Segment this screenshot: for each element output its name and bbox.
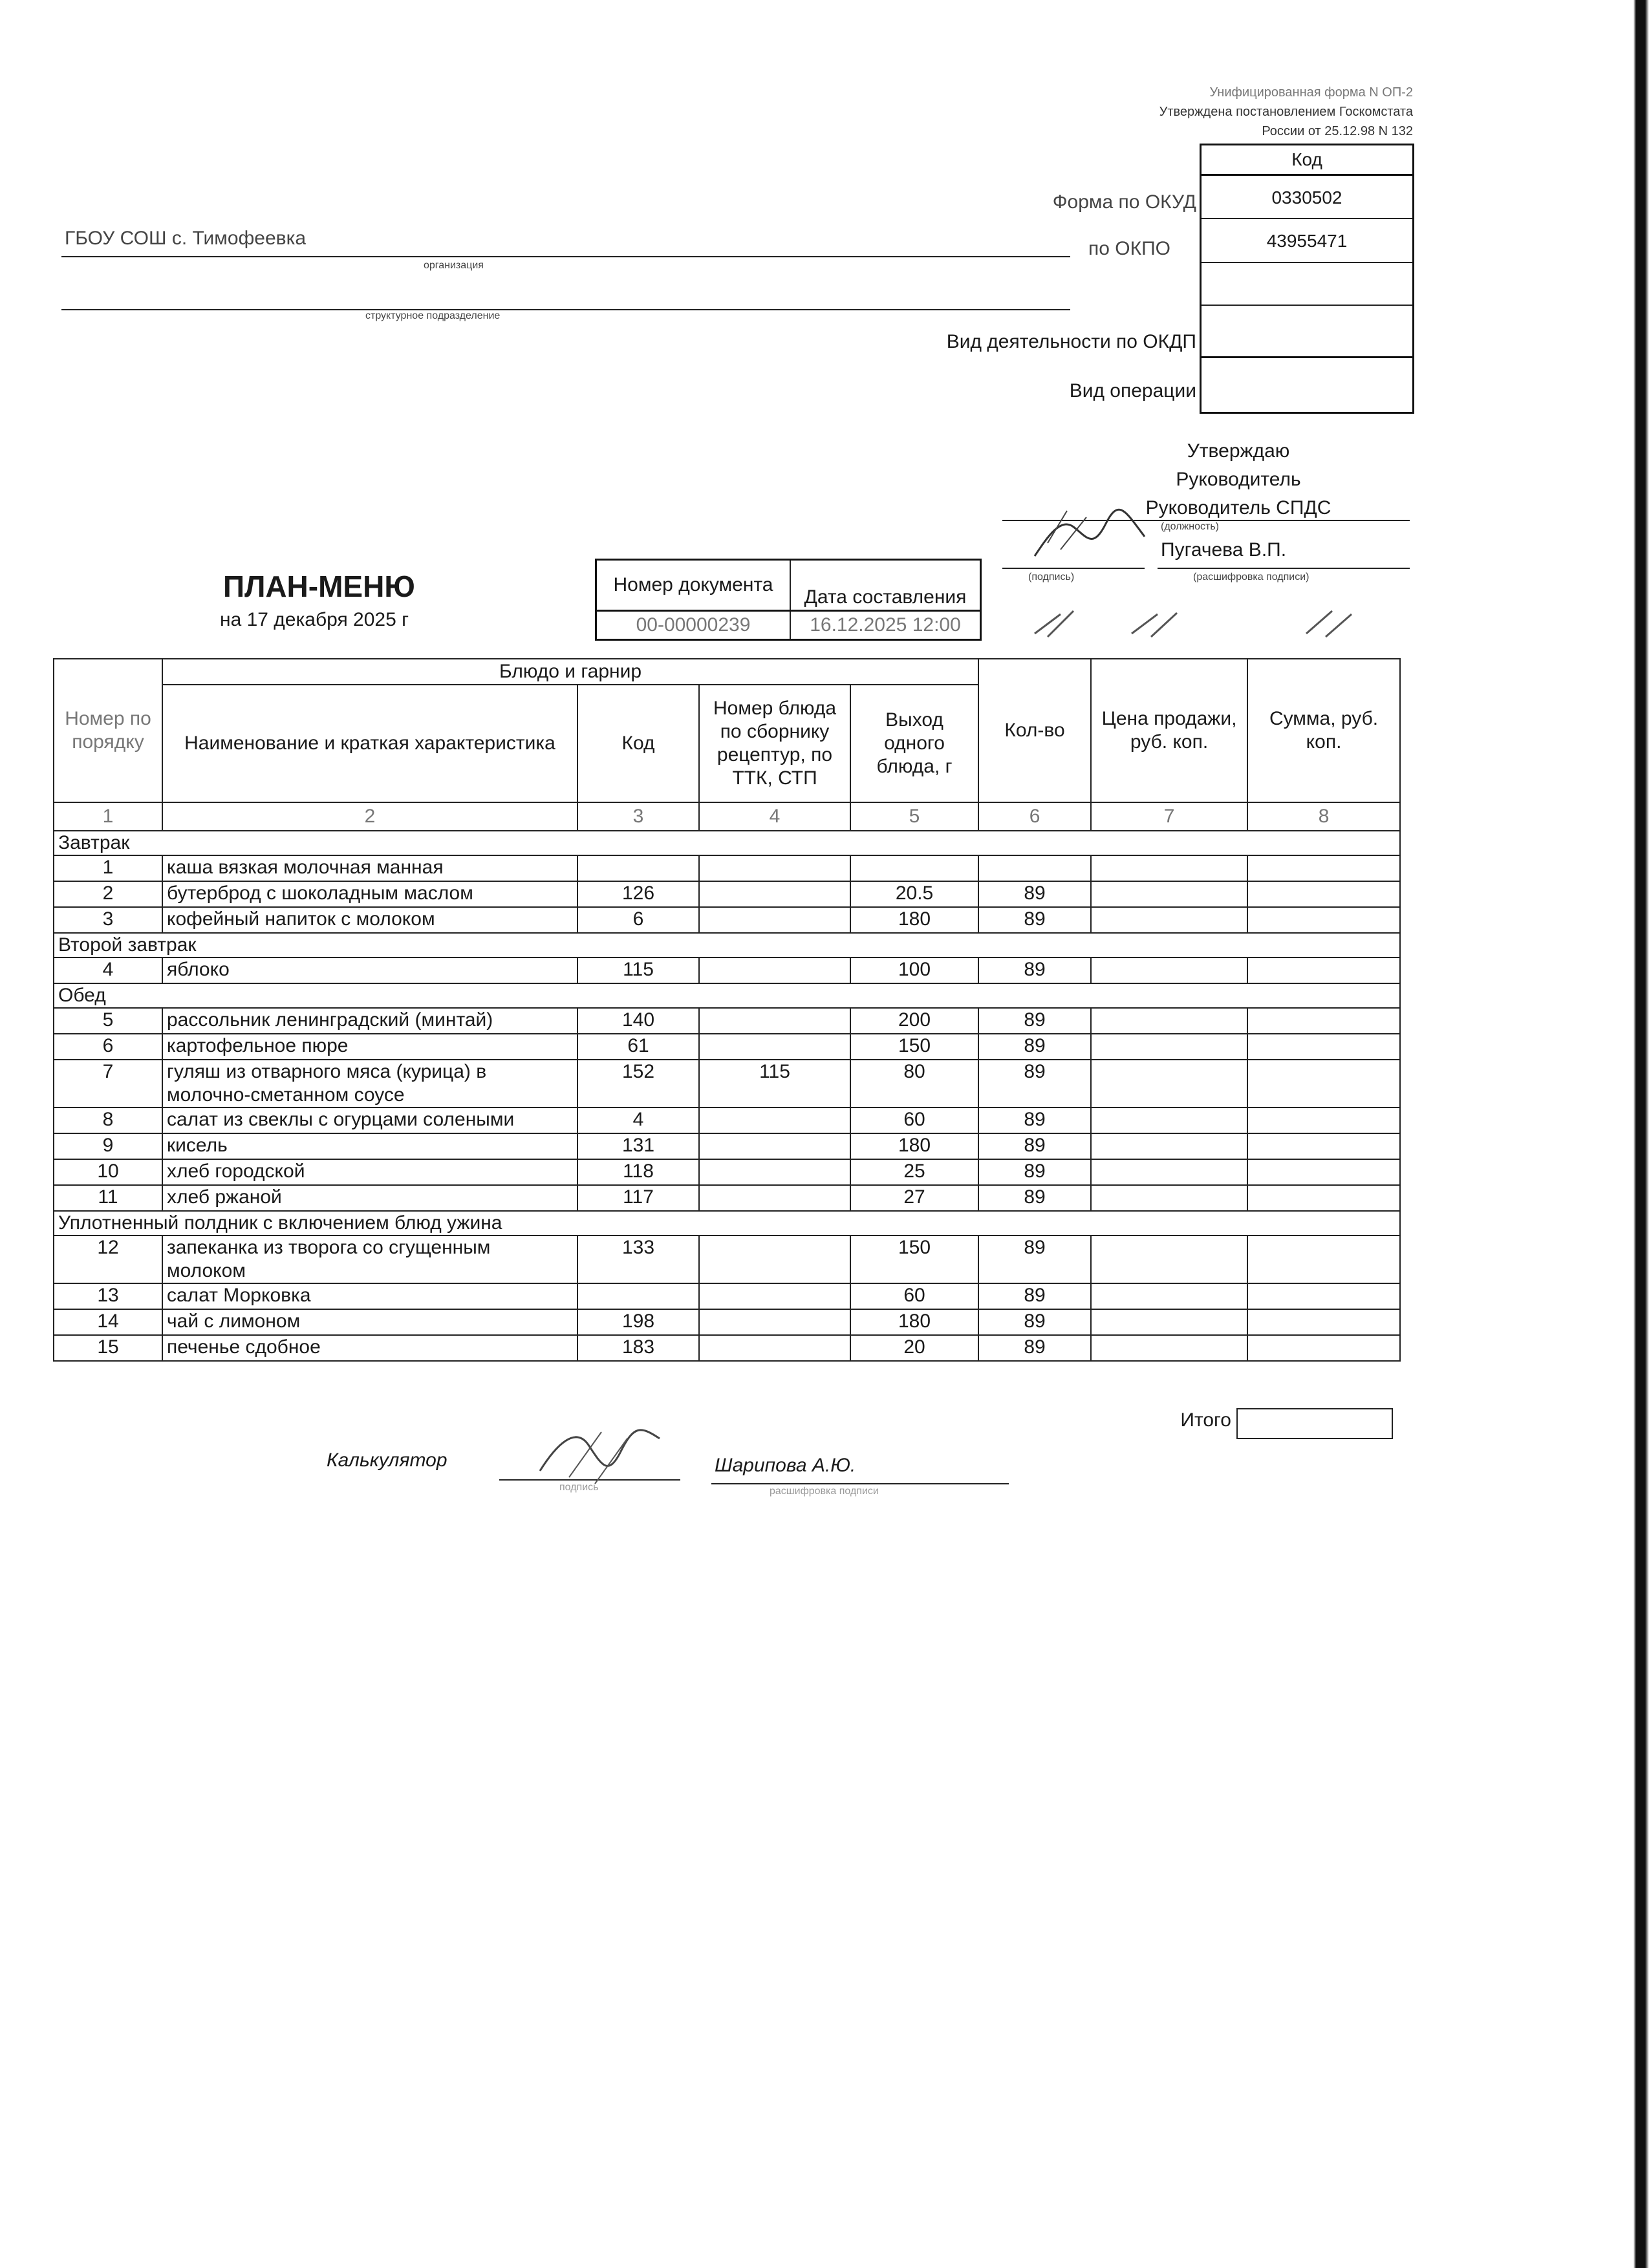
document-number: 00-00000239 xyxy=(596,611,791,640)
position-caption: (должность) xyxy=(1161,521,1219,532)
form-header-line2: Утверждена постановлением Госкомстата xyxy=(1159,105,1413,119)
dish-qty: 89 xyxy=(978,881,1091,907)
okud-value-cell xyxy=(1202,174,1412,218)
okdp-value-cell xyxy=(1202,305,1412,356)
page-title: ПЛАН-МЕНЮ xyxy=(223,570,415,603)
okud-value: 0330502 xyxy=(1271,187,1342,208)
header-group-row xyxy=(54,659,1400,685)
okdp-label: Вид деятельности по ОКДП xyxy=(946,331,1196,352)
dish-name: салат из свеклы с огурцами солеными xyxy=(162,1107,577,1133)
dish-name: каша вязкая молочная манная xyxy=(162,855,577,881)
dish-yield: 200 xyxy=(850,1008,978,1034)
sum-cell xyxy=(1247,1133,1400,1159)
dish-name: салат Морковка xyxy=(162,1283,577,1309)
dish-qty: 89 xyxy=(978,1008,1091,1034)
dish-code: 183 xyxy=(577,1335,699,1361)
section-row xyxy=(54,831,1400,855)
dish-code: 61 xyxy=(577,1034,699,1060)
row-number: 15 xyxy=(54,1335,162,1361)
calculator-name-line xyxy=(711,1483,1009,1484)
row-number: 14 xyxy=(54,1309,162,1335)
price-cell xyxy=(1091,907,1247,933)
menu-table xyxy=(53,658,1401,1362)
document-date-header: Дата составления xyxy=(790,560,981,611)
dish-code: 126 xyxy=(577,881,699,907)
okpo-value: 43955471 xyxy=(1266,231,1348,251)
col-number-3: 3 xyxy=(577,802,699,831)
dish-code: 131 xyxy=(577,1133,699,1159)
table-row xyxy=(54,1008,1400,1034)
header-sum: Сумма, руб. коп. xyxy=(1247,659,1400,802)
recipe-number xyxy=(699,1034,850,1060)
approval-position: Руководитель СПДС xyxy=(1145,497,1331,519)
price-cell xyxy=(1091,1335,1247,1361)
dish-code xyxy=(577,1283,699,1309)
price-cell xyxy=(1091,1236,1247,1283)
sum-cell xyxy=(1247,1060,1400,1107)
organization-caption: организация xyxy=(424,260,484,271)
col-number-1: 1 xyxy=(54,802,162,831)
stamp-marks xyxy=(1022,601,1384,647)
recipe-number xyxy=(699,1335,850,1361)
header-code: Код xyxy=(577,685,699,802)
table-row xyxy=(54,1236,1400,1283)
dish-name: яблоко xyxy=(162,957,577,983)
table-row xyxy=(54,957,1400,983)
approver-signature-caption: (подпись) xyxy=(1028,572,1075,583)
recipe-number xyxy=(699,1159,850,1185)
price-cell xyxy=(1091,1309,1247,1335)
calculator-signature xyxy=(530,1419,673,1490)
sum-cell xyxy=(1247,1335,1400,1361)
total-label: Итого xyxy=(1180,1409,1231,1431)
operation-label: Вид операции xyxy=(1069,380,1196,401)
dish-name: рассольник ленинградский (минтай) xyxy=(162,1008,577,1034)
table-row xyxy=(54,1159,1400,1185)
recipe-number xyxy=(699,1309,850,1335)
menu-date: на 17 декабря 2025 г xyxy=(220,609,409,630)
price-cell xyxy=(1091,1008,1247,1034)
row-number: 11 xyxy=(54,1185,162,1211)
dish-qty: 89 xyxy=(978,1034,1091,1060)
price-cell xyxy=(1091,957,1247,983)
dish-qty: 89 xyxy=(978,1060,1091,1107)
organization-name: ГБОУ СОШ с. Тимофеевка xyxy=(65,228,307,249)
table-row xyxy=(54,1034,1400,1060)
approver-name-line xyxy=(1158,568,1410,569)
dish-qty: 89 xyxy=(978,1185,1091,1211)
dish-name: кисель xyxy=(162,1133,577,1159)
division-caption: структурное подразделение xyxy=(365,310,501,321)
sum-cell xyxy=(1247,1034,1400,1060)
recipe-number xyxy=(699,881,850,907)
dish-yield: 180 xyxy=(850,1133,978,1159)
section-row xyxy=(54,983,1400,1008)
dish-yield: 20 xyxy=(850,1335,978,1361)
calculator-role: Калькулятор xyxy=(327,1450,447,1471)
calculator-signature-caption: подпись xyxy=(559,1482,599,1493)
section-title: Завтрак xyxy=(54,831,1400,855)
recipe-number xyxy=(699,1133,850,1159)
division-line xyxy=(61,309,1070,310)
section-title: Уплотненный полдник с включением блюд ужина xyxy=(54,1211,1400,1236)
menu-table-body xyxy=(54,659,1400,1361)
header-qty: Кол-во xyxy=(978,659,1091,802)
scan-edge xyxy=(1631,0,1649,2268)
table-row xyxy=(54,881,1400,907)
header-name: Наименование и краткая характеристика xyxy=(162,685,577,802)
dish-code: 115 xyxy=(577,957,699,983)
dish-yield: 60 xyxy=(850,1107,978,1133)
approver-signature xyxy=(1022,498,1151,569)
document-number-header: Номер документа xyxy=(596,560,791,611)
dish-name: хлеб городской xyxy=(162,1159,577,1185)
sum-cell xyxy=(1247,1309,1400,1335)
operation-value-cell xyxy=(1202,356,1412,412)
dish-yield: 180 xyxy=(850,1309,978,1335)
recipe-number xyxy=(699,957,850,983)
col-number-8: 8 xyxy=(1247,802,1400,831)
form-header xyxy=(1009,83,1413,141)
code-header: Код xyxy=(1291,149,1322,169)
dish-yield: 100 xyxy=(850,957,978,983)
row-number: 13 xyxy=(54,1283,162,1309)
document-number-table xyxy=(595,559,982,641)
row-number: 10 xyxy=(54,1159,162,1185)
table-row xyxy=(54,907,1400,933)
calculator-name-caption: расшифровка подписи xyxy=(770,1486,879,1497)
row-number: 1 xyxy=(54,855,162,881)
header-dish-group: Блюдо и гарнир xyxy=(162,659,978,685)
dish-yield xyxy=(850,855,978,881)
sum-cell xyxy=(1247,1236,1400,1283)
row-number: 2 xyxy=(54,881,162,907)
dish-qty: 89 xyxy=(978,1133,1091,1159)
form-header-line1: Унифицированная форма N ОП-2 xyxy=(1209,85,1413,100)
dish-yield: 60 xyxy=(850,1283,978,1309)
dish-code: 133 xyxy=(577,1236,699,1283)
price-cell xyxy=(1091,1034,1247,1060)
recipe-number: 115 xyxy=(699,1060,850,1107)
dish-yield: 150 xyxy=(850,1236,978,1283)
recipe-number xyxy=(699,1107,850,1133)
dish-code: 140 xyxy=(577,1008,699,1034)
approval-head: Руководитель xyxy=(1176,469,1301,490)
dish-qty: 89 xyxy=(978,1236,1091,1283)
dish-name: гуляш из отварного мяса (курица) в молочно-сметанном соусе xyxy=(162,1060,577,1107)
price-cell xyxy=(1091,855,1247,881)
recipe-number xyxy=(699,1283,850,1309)
header-price: Цена продажи, руб. коп. xyxy=(1091,659,1247,802)
dish-yield: 80 xyxy=(850,1060,978,1107)
dish-qty: 89 xyxy=(978,957,1091,983)
approve-text: Утверждаю xyxy=(1187,440,1290,462)
dish-qty xyxy=(978,855,1091,881)
col-number-5: 5 xyxy=(850,802,978,831)
dish-code: 117 xyxy=(577,1185,699,1211)
recipe-number xyxy=(699,1236,850,1283)
empty-code-cell xyxy=(1202,262,1412,305)
organization-line xyxy=(61,256,1070,257)
dish-name: печенье сдобное xyxy=(162,1335,577,1361)
recipe-number xyxy=(699,1185,850,1211)
table-row xyxy=(54,1283,1400,1309)
dish-yield: 27 xyxy=(850,1185,978,1211)
dish-name: картофельное пюре xyxy=(162,1034,577,1060)
price-cell xyxy=(1091,1133,1247,1159)
price-cell xyxy=(1091,881,1247,907)
sum-cell xyxy=(1247,957,1400,983)
dish-qty: 89 xyxy=(978,1283,1091,1309)
approver-name-caption: (расшифровка подписи) xyxy=(1193,572,1310,583)
dish-name: запеканка из творога со сгущенным молоком xyxy=(162,1236,577,1283)
dish-code: 118 xyxy=(577,1159,699,1185)
dish-yield: 180 xyxy=(850,907,978,933)
table-row xyxy=(54,1185,1400,1211)
row-number: 8 xyxy=(54,1107,162,1133)
dish-qty: 89 xyxy=(978,1309,1091,1335)
form-header-line3: России от 25.12.98 N 132 xyxy=(1262,124,1413,138)
total-value-box xyxy=(1236,1408,1393,1439)
price-cell xyxy=(1091,1185,1247,1211)
recipe-number xyxy=(699,1008,850,1034)
header-recipe: Номер блюда по сборнику рецептур, по ТТК, СТП xyxy=(699,685,850,802)
row-number: 4 xyxy=(54,957,162,983)
section-title: Обед xyxy=(54,983,1400,1008)
dish-name: чай с лимоном xyxy=(162,1309,577,1335)
table-row xyxy=(54,1133,1400,1159)
sum-cell xyxy=(1247,1185,1400,1211)
dish-code: 4 xyxy=(577,1107,699,1133)
dish-code xyxy=(577,855,699,881)
dish-name: бутерброд с шоколадным маслом xyxy=(162,881,577,907)
section-title: Второй завтрак xyxy=(54,933,1400,957)
dish-qty: 89 xyxy=(978,1107,1091,1133)
approver-name: Пугачева В.П. xyxy=(1161,539,1287,561)
dish-yield: 150 xyxy=(850,1034,978,1060)
okpo-label: по ОКПО xyxy=(1088,238,1170,259)
col-number-2: 2 xyxy=(162,802,577,831)
section-row xyxy=(54,1211,1400,1236)
dish-qty: 89 xyxy=(978,907,1091,933)
price-cell xyxy=(1091,1060,1247,1107)
section-row xyxy=(54,933,1400,957)
col-number-4: 4 xyxy=(699,802,850,831)
code-box xyxy=(1200,144,1414,414)
row-number: 6 xyxy=(54,1034,162,1060)
header-yield: Выход одного блюда, г xyxy=(850,685,978,802)
table-row xyxy=(54,1107,1400,1133)
row-number: 5 xyxy=(54,1008,162,1034)
sum-cell xyxy=(1247,907,1400,933)
dish-name: кофейный напиток с молоком xyxy=(162,907,577,933)
col-number-6: 6 xyxy=(978,802,1091,831)
row-number: 7 xyxy=(54,1060,162,1107)
dish-yield: 20.5 xyxy=(850,881,978,907)
dish-code: 6 xyxy=(577,907,699,933)
row-number: 9 xyxy=(54,1133,162,1159)
dish-code: 152 xyxy=(577,1060,699,1107)
row-number: 3 xyxy=(54,907,162,933)
sum-cell xyxy=(1247,1008,1400,1034)
sum-cell xyxy=(1247,855,1400,881)
dish-qty: 89 xyxy=(978,1335,1091,1361)
recipe-number xyxy=(699,907,850,933)
price-cell xyxy=(1091,1107,1247,1133)
table-row xyxy=(54,1309,1400,1335)
row-number: 12 xyxy=(54,1236,162,1283)
sum-cell xyxy=(1247,1159,1400,1185)
sum-cell xyxy=(1247,881,1400,907)
dish-code: 198 xyxy=(577,1309,699,1335)
table-row xyxy=(54,1335,1400,1361)
sum-cell xyxy=(1247,1283,1400,1309)
document-date: 16.12.2025 12:00 xyxy=(790,611,981,640)
column-numbers-row xyxy=(54,802,1400,831)
col-number-7: 7 xyxy=(1091,802,1247,831)
okud-label: Форма по ОКУД xyxy=(1052,191,1196,213)
dish-yield: 25 xyxy=(850,1159,978,1185)
sum-cell xyxy=(1247,1107,1400,1133)
header-num: Номер по порядку xyxy=(54,659,162,802)
okpo-value-cell xyxy=(1202,218,1412,262)
table-row xyxy=(54,1060,1400,1107)
calculator-name: Шарипова А.Ю. xyxy=(715,1455,856,1476)
recipe-number xyxy=(699,855,850,881)
price-cell xyxy=(1091,1159,1247,1185)
table-row xyxy=(54,855,1400,881)
dish-name: хлеб ржаной xyxy=(162,1185,577,1211)
dish-qty: 89 xyxy=(978,1159,1091,1185)
price-cell xyxy=(1091,1283,1247,1309)
